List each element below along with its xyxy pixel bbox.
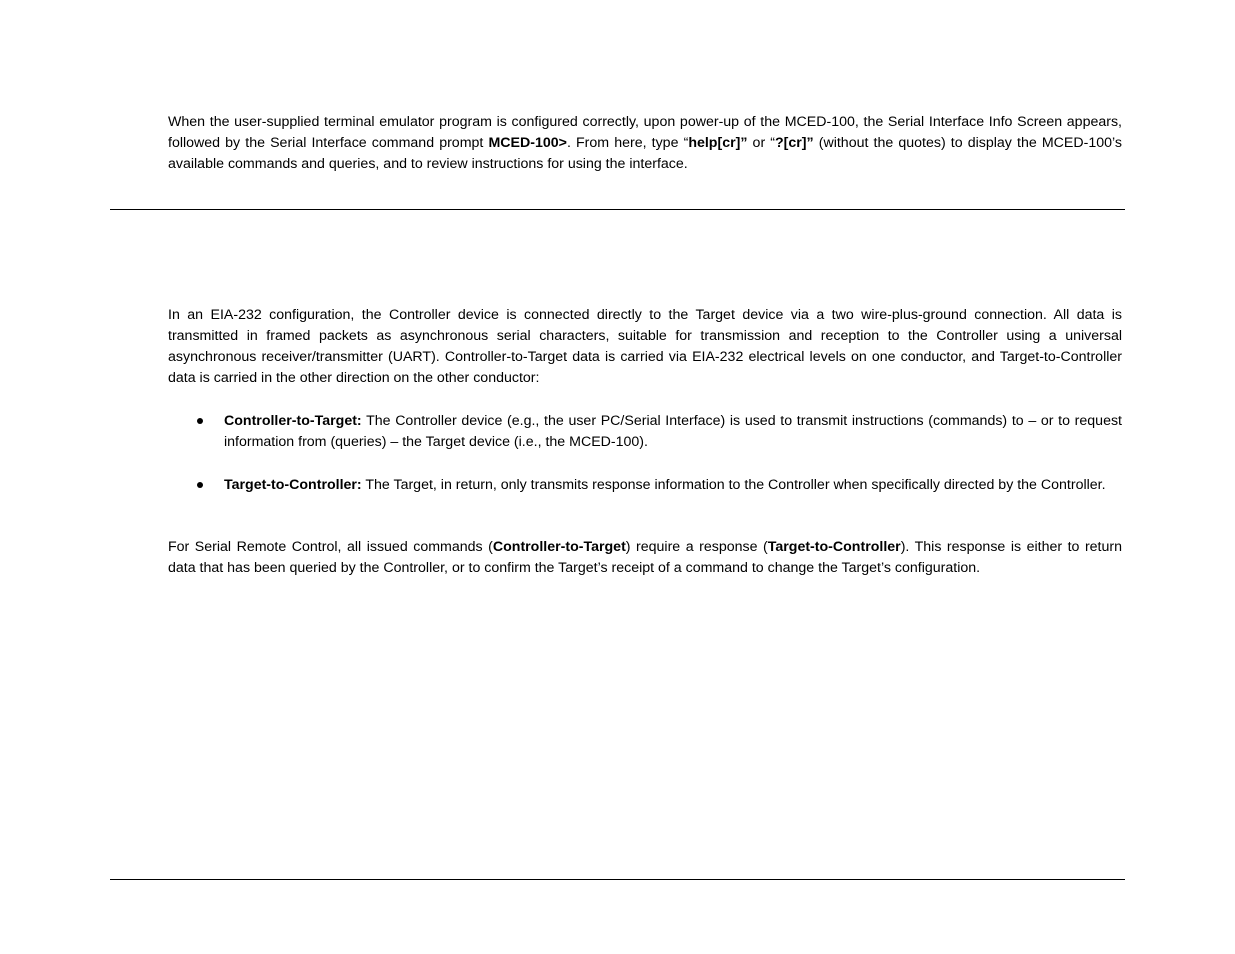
remote-control-paragraph — [168, 537, 1122, 579]
remote-text-2: ) require a response ( — [625, 539, 768, 555]
bullet-icon — [197, 418, 203, 424]
help-command: help[cr]” — [688, 135, 748, 151]
bullet-list-target — [168, 475, 1122, 496]
intro-text-2: . From here, type “ — [566, 135, 689, 151]
question-command: ?[cr]” — [775, 135, 814, 151]
bullet-icon — [197, 482, 203, 488]
bullet-term: Controller-to-Target: — [224, 413, 362, 429]
bullet-text: The Controller device (e.g., the user PC/Serial Interface) is used to transmit instructions (commands) to – or to request information from (queries) – the Target device (i.e., the MCED-100). — [224, 413, 1122, 450]
remote-term-controller: Controller-to-Target — [492, 539, 626, 555]
section-divider — [110, 209, 1125, 210]
intro-text-3: or “ — [747, 135, 775, 151]
list-item — [168, 411, 1122, 453]
intro-paragraph — [168, 112, 1122, 175]
intro-text-4: (without the quotes) to display the MCED-100’s available commands and queries, and to review instructions for using the interface. — [168, 135, 1122, 172]
bullet-list-controller — [168, 411, 1122, 453]
command-prompt: MCED-100> — [488, 135, 567, 151]
eia232-paragraph: In an EIA-232 configuration, the Controller device is connected directly to the Target device via a two wire-plus-ground connection. All data is transmitted in framed packets as asynchronous serial characters, suitable for transmission and reception to the Controller using a universal asynchronous receiver/transmitter (UART). Controller-to-Target data is carried via EIA-232 electrical levels on one conductor, and Target-to-Controller data is carried in the other direction on the other conductor: — [168, 307, 1122, 386]
remote-text-1: For Serial Remote Control, all issued commands ( — [168, 539, 493, 555]
remote-text-3: ). This response is either to return data that has been queried by the Controller, or to confirm the Target’s receipt of a command to change the Target’s configuration. — [168, 539, 1123, 576]
bullet-text: The Target, in return, only transmits response information to the Controller when specifically directed by the Controller. — [361, 477, 1106, 493]
bullet-term: Target-to-Controller: — [224, 477, 362, 493]
footer-divider — [110, 879, 1125, 880]
remote-term-target: Target-to-Controller — [767, 539, 901, 555]
intro-text-1: When the user-supplied terminal emulator program is configured correctly, upon power-up of the MCED-100, the Serial Interface Info Screen appears, followed by the Serial Interface command prompt — [168, 114, 1122, 151]
list-item — [168, 475, 1122, 496]
